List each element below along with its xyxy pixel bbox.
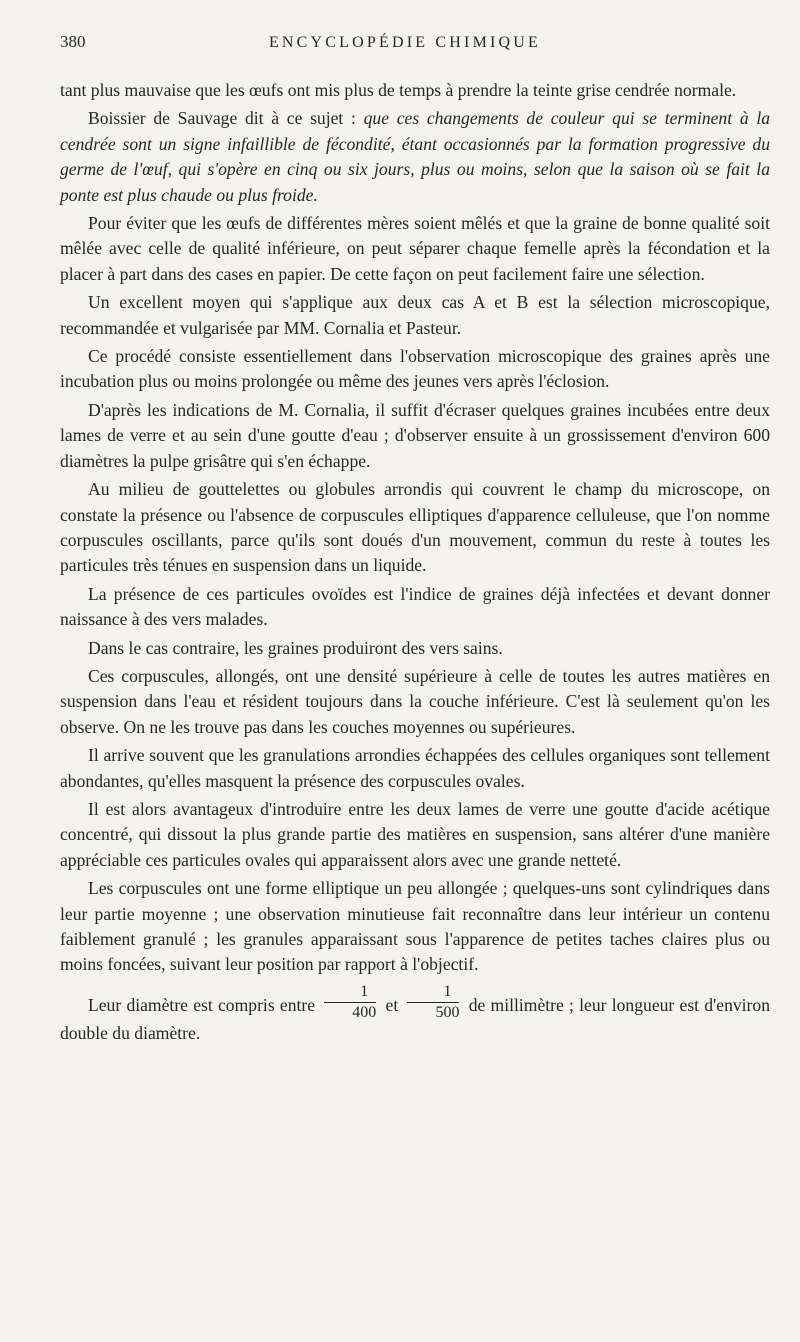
text-after-fraction: de millimètre ; leur longueur est d'environ double du diamètre.: [60, 994, 771, 1044]
quote-lead: Boissier de Sauvage dit à ce sujet :: [88, 108, 364, 129]
paragraph-diameter: [60, 982, 771, 1047]
running-title: ENCYCLOPÉDIE CHIMIQUE: [268, 34, 542, 51]
paragraph: Ce procédé consiste essentiellement dans l'observation microscopique des graines après une incubation plus ou moins prolongée ou même des jeunes vers après l'éclosion.: [60, 346, 770, 392]
page-header: [60, 32, 770, 58]
paragraph: La présence de ces particules ovoïdes est l'indice de graines déjà infectées et devant donner naissance à des vers malades.: [60, 583, 770, 630]
paragraph: Pour éviter que les œufs de différentes mères soient mêlés et que la graine de bonne qualité soit mêlée avec celle de qualité inférieure, on peut séparer chaque femelle après la fécondation et la placer à part dans des cases en papier. De cette façon on peut facilement faire une sélection.: [60, 213, 770, 284]
text-between-fractions: et: [380, 994, 404, 1015]
paragraph: Un excellent moyen qui s'applique aux deux cas A et B est la sélection microscopique, recommandée et vulgarisée par MM. Cornalia et Pasteur.: [60, 292, 770, 338]
fraction-denominator: 400: [352, 1003, 377, 1021]
page-number: 380: [60, 32, 86, 51]
fraction-numerator: 1: [407, 984, 459, 1003]
paragraph-continuation: tant plus mauvaise que les œufs ont mis plus de temps à prendre la teinte grise cendrée normale.: [60, 80, 737, 100]
fraction-denominator: 500: [435, 1003, 460, 1021]
paragraph-quote: [60, 106, 770, 208]
fraction-numerator: 1: [324, 984, 376, 1003]
fraction-one-500: [407, 984, 459, 1022]
paragraph: D'après les indications de M. Cornalia, il suffit d'écraser quelques graines incubées entre deux lames de verre et au sein d'une goutte d'eau ; d'observer ensuite à un grossissement d'environ 600 diamètres la pulpe grisâtre qui s'en échappe.: [60, 399, 770, 471]
paragraph: Il arrive souvent que les granulations arrondies échappées des cellules organiques sont tellement abondantes, qu'elles masquent la présence des corpuscules ovales.: [60, 745, 770, 791]
fraction-one-400: [324, 984, 376, 1022]
paragraph: Il est alors avantageux d'introduire entre les deux lames de verre une goutte d'acide acétique concentré, qui dissout la plus grande partie des matières en suspension, sans altérer d'une manière appréciable ces particules ovales qui apparaissent alors avec une grande netteté.: [60, 798, 770, 870]
paragraph: Les corpuscules ont une forme elliptique un peu allongée ; quelques-uns sont cylindriques dans leur partie moyenne ; une observation minutieuse fait reconnaître dans leur intérieur un contenu faiblement granulé ; les granules apparaissant sous l'apparence de petites taches claires plus ou moins foncées, suivant leur position par rapport à l'objectif.: [60, 878, 770, 975]
paragraph: Au milieu de gouttelettes ou globules arrondis qui couvrent le champ du microscope, on constate la présence ou l'absence de corpuscules elliptiques d'apparence celluleuse, que l'on nomme corpuscules oscillants, parce qu'ils sont doués d'un mouvement, commun du reste à toutes les particules très ténues en suspension dans un liquide.: [60, 479, 770, 576]
quote-text: que ces changements de couleur qui se terminent à la cendrée sont un signe infaillible de fécondité, étant occasionnés par la formation progressive du germe de l'œuf, qui s'opère en cinq ou six jours, plus ou moins, selon que la saison où se fait la ponte est plus chaude ou plus froide.: [60, 108, 771, 205]
text-before-fraction: Leur diamètre est compris entre: [88, 994, 321, 1015]
body-text: [60, 78, 770, 1047]
paragraph: Dans le cas contraire, les graines produiront des vers sains.: [88, 637, 503, 658]
paragraph: Ces corpuscules, allongés, ont une densité supérieure à celle de toutes les autres matières en suspension dans l'eau et résident toujours dans la couche inférieure. C'est là seulement qu'on les observe. On ne les trouve pas dans les couches moyennes ou supérieures.: [60, 665, 770, 737]
